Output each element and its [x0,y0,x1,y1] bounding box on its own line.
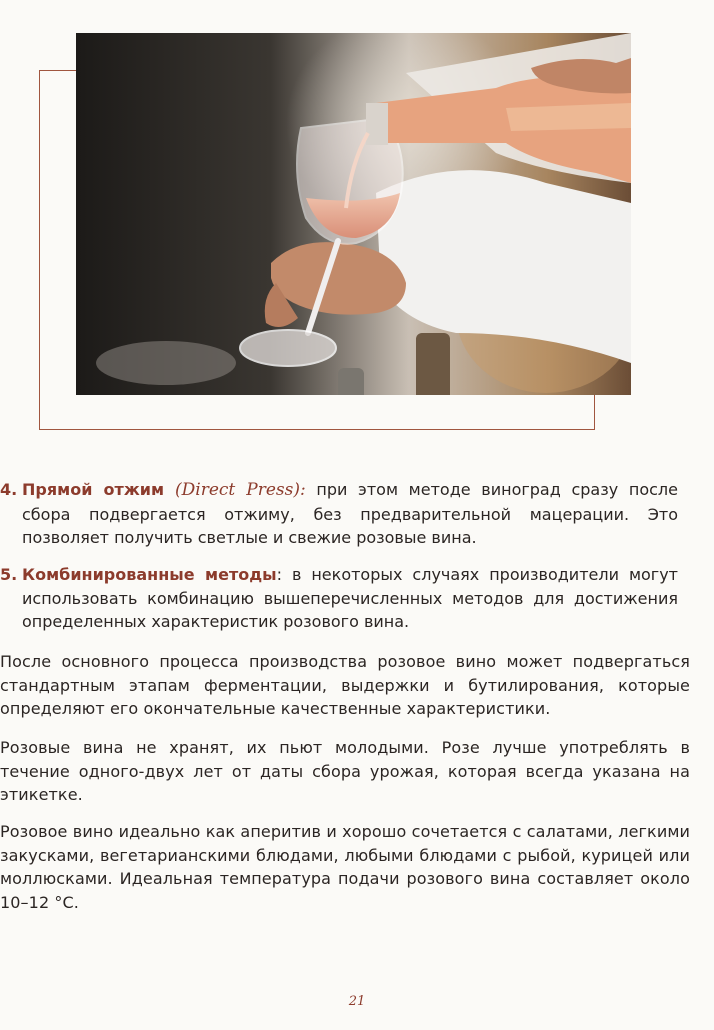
paragraph-text: Розовое вино идеально как аперитив и хорошо сочетается с салатами, легкими закусками, вегетарианскими блюдами, любыми блюдами с рыбой, курицей или моллюсками. Идеальная температура подачи розового вина составляет около 10–12 °С. [0,822,690,912]
term-latin: Direct Press [181,480,294,500]
list-item-body [22,563,678,634]
close-punct: ): [293,480,306,500]
paragraph-storage [0,736,690,807]
open-paren: ( [164,480,182,500]
list-item-body [22,478,678,550]
paragraph-pairing [0,820,690,914]
paragraph-text: Розовые вина не хранят, их пьют молодыми. Розе лучше употреблять в течение одного-двух лет от даты сбора урожая, которая всегда указана на этикетке. [0,738,690,804]
list-number: 4. [0,480,18,499]
term-combined: Комбинированные методы [22,565,277,584]
page-number: 21 [348,994,366,1009]
list-number: 5. [0,565,18,584]
list-item-direct-press [0,478,678,550]
paragraph-text: После основного процесса производства розовое вино может подвергаться стандартным этапам ферментации, выдержки и бутилирования, которые определяют его окончательные качественные характеристики. [0,652,690,718]
item-text: при этом методе виноград сразу после сбора подвергается отжиму, без предварительной мацерации. Это позволяет получить светлые и свежие розовые вина. [22,480,678,547]
list-item-combined-methods [0,563,678,634]
wine-pouring-photo [76,33,631,395]
term-direct-press: Прямой отжим [22,480,165,499]
close-punct: : [276,565,283,584]
item-text: в некоторых случаях производители могут использовать комбинацию вышеперечисленных методов для достижения определенных характеристик розового вина. [22,565,679,631]
paragraph-production [0,650,690,721]
